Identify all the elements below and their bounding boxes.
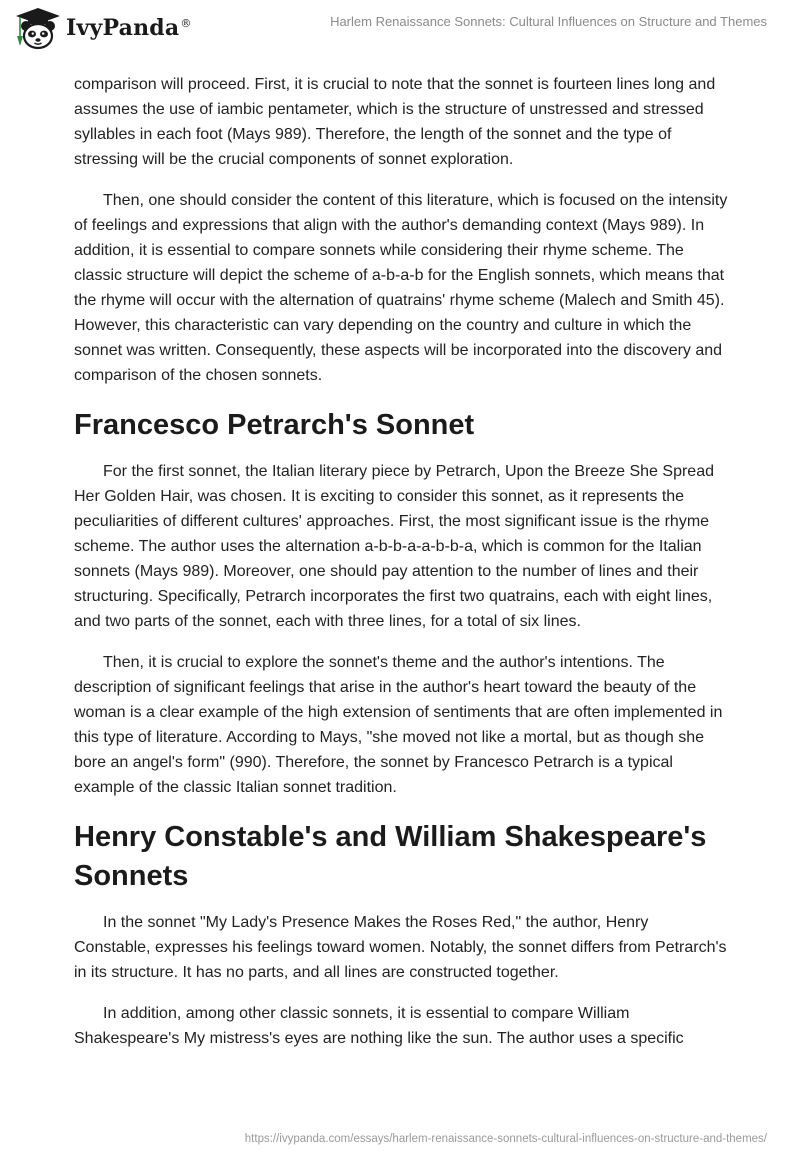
paragraph: For the first sonnet, the Italian literary piece by Petrarch, Upon the Breeze She Spread Her Golden Hair, was chosen. It is exciting to consider this sonnet, as it represents the peculiarities of different cultures' approaches. First, the most significant issue is the rhyme scheme. The author uses the alternation a-b-b-a-a-b-b-a, which is common for the Italian sonnets (Mays 989). Moreover, one should pay attention to the number of lines and their structuring. Specifically, Petrarch incorporates the first two quatrains, each with eight lines, and two parts of the sonnet, each with three lines, for a total of six lines.	[74, 463, 714, 630]
logo-text: IvyPanda	[66, 15, 180, 41]
section-heading: Francesco Petrarch's Sonnet	[74, 409, 475, 441]
section-heading: Henry Constable's and William Shakespeare's Sonnets	[74, 821, 707, 892]
paragraph: In the sonnet "My Lady's Presence Makes the Roses Red," the author, Henry Constable, expresses his feelings toward women. Notably, the sonnet differs from Petrarch's in its structure. It has no parts, and all lines are constructed together.	[74, 914, 727, 981]
document-title: Harlem Renaissance Sonnets: Cultural Influences on Structure and Themes	[330, 14, 767, 29]
registered-mark: ®	[180, 16, 192, 30]
paragraph: In addition, among other classic sonnets, it is essential to compare William Shakespeare's My mistress's eyes are nothing like the sun. The author uses a specific	[74, 1005, 684, 1047]
site-logo[interactable]	[14, 6, 192, 50]
paragraph: Then, it is crucial to explore the sonnet's theme and the author's intentions. The description of significant feelings that arise in the author's heart toward the beauty of the woman is a clear example of the high extension of sentiments that are often implemented in this type of literature. According to Mays, "she moved not like a mortal, but as though she bore an angel's form" (990). Therefore, the sonnet by Francesco Petrarch is a typical example of the classic Italian sonnet tradition.	[74, 654, 723, 796]
panda-graduate-icon	[14, 6, 62, 50]
paragraph: comparison will proceed. First, it is crucial to note that the sonnet is fourteen lines long and assumes the use of iambic pentameter, which is the structure of unstressed and stressed syllables in each foot (Mays 989). Therefore, the length of the sonnet and the type of stressing will be the crucial components of sonnet exploration.	[74, 76, 716, 168]
page-header	[0, 0, 800, 70]
footer-url-link[interactable]: https://ivypanda.com/essays/harlem-renaissance-sonnets-cultural-influences-on-structure-and-themes/	[244, 1133, 767, 1145]
paragraph: Then, one should consider the content of this literature, which is focused on the intensity of feelings and expressions that align with the author's demanding context (Mays 989). In addition, it is essential to compare sonnets while considering their rhyme scheme. The classic structure will depict the scheme of a-b-a-b for the English sonnets, which means that the rhyme will occur with the alternation of quatrains' rhyme scheme (Malech and Smith 45). However, this characteristic can vary depending on the country and culture in which the sonnet was written. Consequently, these aspects will be incorporated into the discovery and comparison of the chosen sonnets.	[74, 192, 728, 384]
logo-wordmark	[66, 15, 192, 41]
essay-body	[74, 72, 728, 1067]
